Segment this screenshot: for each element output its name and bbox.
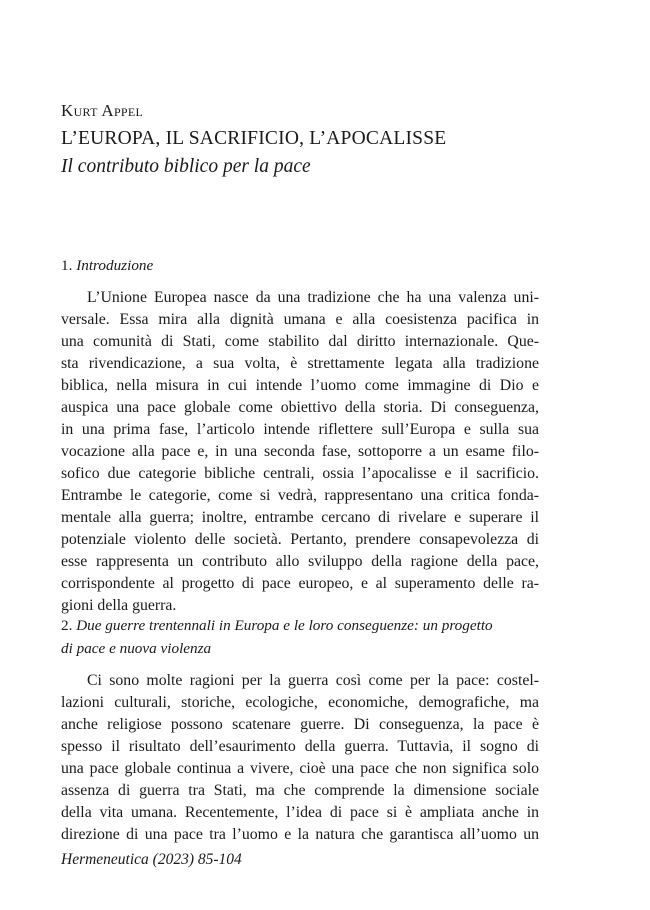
section-2-number: 2. xyxy=(61,617,73,634)
section-1-number: 1. xyxy=(61,257,73,274)
body-line: biblica, nella misura in cui intende l’uomo come immagine di Dio e xyxy=(61,377,539,394)
section-2-body xyxy=(61,670,539,846)
body-line: gioni della guerra. xyxy=(61,597,177,614)
article-subtitle: Il contributo biblico per la pace xyxy=(61,156,311,177)
body-line: una comunità di Stati, come stabilito dal diritto internazionale. Que- xyxy=(61,333,539,350)
body-line: versale. Essa mira alla dignità umana e alla coesistenza pacifica in xyxy=(61,311,539,328)
body-line: L’Unione Europea nasce da una tradizione che ha una valenza uni- xyxy=(87,289,539,306)
article-title: L’EUROPA, IL SACRIFICIO, L’APOCALISSE xyxy=(61,128,447,149)
body-line: lazioni culturali, storiche, ecologiche, economiche, demografiche, ma xyxy=(61,694,539,711)
section-1-title: Introduzione xyxy=(76,257,154,274)
body-line: anche religiose possono scatenare guerre. Di conseguenza, la pace è xyxy=(61,716,539,733)
journal-citation: Hermeneutica (2023) 85-104 xyxy=(61,851,242,868)
section-1-body xyxy=(61,287,539,617)
body-line: in una prima fase, l’articolo intende riflettere sull’Europa e sulla sua xyxy=(61,421,539,438)
author-name: Kurt Appel xyxy=(61,101,144,120)
section-1-heading xyxy=(61,254,539,277)
body-line: spesso il risultato dell’esaurimento della guerra. Tuttavia, il sogno di xyxy=(61,738,539,755)
body-line: auspica una pace globale come obiettivo della storia. Di conseguenza, xyxy=(61,399,539,416)
body-line: esse rappresenta un contributo allo sviluppo della ragione della pace, xyxy=(61,553,539,570)
body-line: mentale alla guerra; inoltre, entrambe cercano di rivelare e superare il xyxy=(61,509,539,526)
body-line: vocazione alla pace e, in una seconda fase, sottoporre a un esame filo- xyxy=(61,443,539,460)
body-line: direzione di una pace tra l’uomo e la natura che garantisca all’uomo un xyxy=(61,826,539,843)
section-2-heading-line-1 xyxy=(61,614,539,637)
section-2-title-part-1: Due guerre trentennali in Europa e le loro conseguenze: un progetto xyxy=(76,617,493,634)
body-line: Entrambe le categorie, come si vedrà, rappresentano una critica fonda- xyxy=(61,487,539,504)
body-line: della vita umana. Recentemente, l’idea di pace si è ampliata anche in xyxy=(61,804,539,821)
section-2-heading xyxy=(61,614,539,660)
body-line: sofico due categorie bibliche centrali, ossia l’apocalisse e il sacrificio. xyxy=(61,465,539,482)
body-line: una pace globale continua a vivere, cioè una pace che non significa solo xyxy=(61,760,539,777)
body-line: assenza di guerra tra Stati, ma che comprende la dimensione sociale xyxy=(61,782,539,799)
body-line: Ci sono molte ragioni per la guerra così come per la pace: costel- xyxy=(87,672,539,689)
body-line: corrispondente al progetto di pace europeo, e al superamento delle ra- xyxy=(61,575,539,592)
body-line: potenziale violento delle società. Pertanto, prendere consapevolezza di xyxy=(61,531,539,548)
section-2-title-part-2: di pace e nuova violenza xyxy=(61,640,212,657)
body-line: sta rivendicazione, a sua volta, è strettamente legata alla tradizione xyxy=(61,355,539,372)
